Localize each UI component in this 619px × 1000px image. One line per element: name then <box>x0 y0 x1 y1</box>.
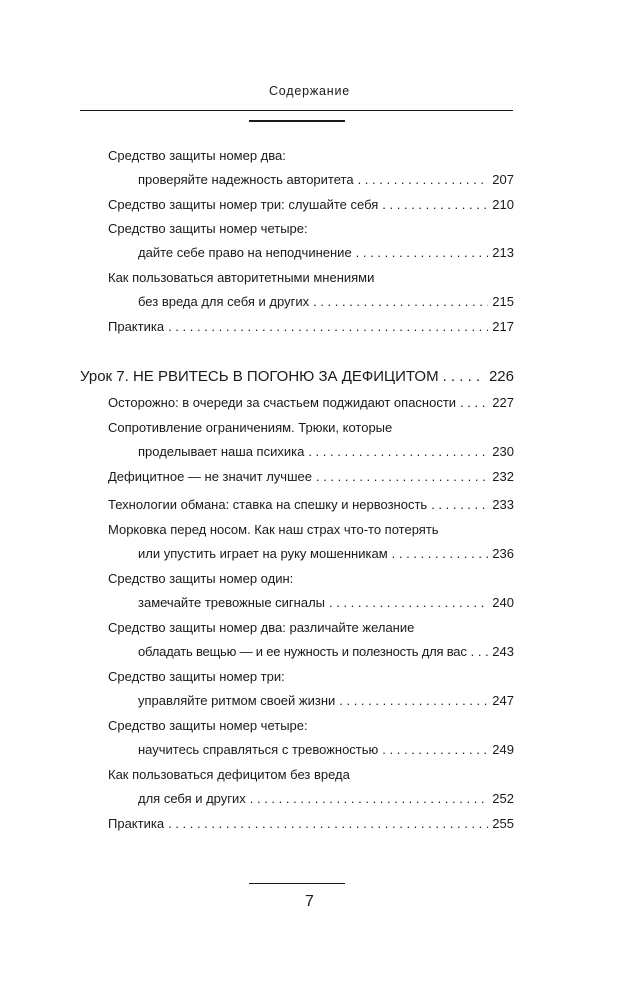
toc-entry-title: проверяйте надежность авторитета <box>138 172 354 187</box>
toc-page-number: 226 <box>488 368 514 385</box>
leader-dots <box>250 790 489 808</box>
leader-dots <box>460 394 488 412</box>
toc-page-number: 232 <box>492 469 514 484</box>
leader-dots <box>431 496 488 514</box>
toc-entry-line[interactable] <box>108 717 312 735</box>
toc-entry-title: Как пользоваться авторитетными мнениями <box>108 270 375 285</box>
leader-dots <box>316 468 488 486</box>
leader-dots <box>392 545 489 563</box>
toc-entry-line[interactable] <box>108 619 418 637</box>
leader-dots <box>382 741 488 759</box>
toc-entry-line[interactable] <box>138 244 514 262</box>
leader-dots <box>339 692 488 710</box>
toc-entry-title: для себя и других <box>138 791 246 806</box>
toc-entry-title: Средство защиты номер три: <box>108 669 285 684</box>
toc-entry-line[interactable] <box>138 692 514 710</box>
toc-page-number: 210 <box>492 197 514 212</box>
toc-entry-title: Практика <box>108 319 165 334</box>
toc-page-number: 217 <box>492 319 514 334</box>
toc-entry-title: Средство защиты номер четыре: <box>108 221 308 236</box>
toc-page-number: 249 <box>492 742 514 757</box>
toc-entry-title: замечайте тревожные сигналы <box>138 595 326 610</box>
toc-entry-line[interactable] <box>108 419 396 437</box>
toc-entry-line[interactable] <box>108 766 354 784</box>
toc-entry-title: Средство защиты номер один: <box>108 571 294 586</box>
toc-entry-line[interactable] <box>108 394 514 412</box>
leader-dots <box>356 244 489 262</box>
toc-entry-title: научитесь справляться с тревожностью <box>138 742 379 757</box>
toc-entry-line[interactable] <box>108 220 312 238</box>
toc-entry-line[interactable] <box>108 496 514 514</box>
page-number: 7 <box>305 893 314 910</box>
toc-page-number: 213 <box>492 245 514 260</box>
toc-entry-title: обладать вещью — и ее нужность и полезность для вас <box>138 644 467 659</box>
leader-dots <box>358 171 489 189</box>
toc-page-number: 252 <box>492 791 514 806</box>
toc-page-number: 240 <box>492 595 514 610</box>
toc-entry-line[interactable] <box>138 443 514 461</box>
toc-entry-line[interactable] <box>108 521 443 539</box>
leader-dots <box>168 815 488 833</box>
leader-dots <box>308 443 488 461</box>
leader-dots <box>168 318 488 336</box>
toc-entry-title: Средство защиты номер три: слушайте себя <box>108 197 379 212</box>
toc-entry-line[interactable] <box>108 318 514 336</box>
toc-entry-title: Средство защиты номер два: <box>108 148 286 163</box>
toc-entry-line[interactable] <box>108 196 514 214</box>
toc-entry-title: Средство защиты номер два: различайте желание <box>108 620 415 635</box>
toc-entry-line[interactable] <box>108 570 297 588</box>
toc-entry-title: дайте себе право на неподчинение <box>138 245 352 260</box>
toc-entry-line[interactable] <box>108 815 514 833</box>
toc-entry-line[interactable] <box>138 171 514 189</box>
toc-page-number: 230 <box>492 444 514 459</box>
toc-entry-title: Как пользоваться дефицитом без вреда <box>108 767 350 782</box>
toc-entry-title: проделывает наша психика <box>138 444 305 459</box>
toc-page-number: 207 <box>492 172 514 187</box>
toc-entry-line[interactable] <box>108 668 289 686</box>
toc-entry-line[interactable] <box>138 545 514 563</box>
toc-page-number: 215 <box>492 294 514 309</box>
toc-entry-title: Практика <box>108 816 165 831</box>
leader-dots <box>443 367 485 387</box>
toc-entry-title: Средство защиты номер четыре: <box>108 718 308 733</box>
leader-dots <box>471 643 489 661</box>
toc-entry-line[interactable] <box>108 468 514 486</box>
toc-entry-line[interactable] <box>138 741 514 759</box>
toc-entry-line[interactable] <box>108 147 290 165</box>
toc-entry-line[interactable] <box>138 790 514 808</box>
toc-entry-title: Дефицитное — не значит лучшее <box>108 469 312 484</box>
toc-entry-title: или упустить играет на руку мошенникам <box>138 546 388 561</box>
toc-page-number: 233 <box>492 497 514 512</box>
leader-dots <box>382 196 488 214</box>
toc-entry-title: управляйте ритмом своей жизни <box>138 693 336 708</box>
toc-entry-title: без вреда для себя и других <box>138 294 310 309</box>
running-head: Содержание <box>268 84 351 98</box>
toc-entry-title: Осторожно: в очереди за счастьем поджидают опасности <box>108 395 457 410</box>
toc-entry-title: Морковка перед носом. Как наш страх что-то потерять <box>108 522 439 537</box>
toc-page-number: 255 <box>492 816 514 831</box>
toc-page-number: 247 <box>492 693 514 708</box>
toc-page-number: 227 <box>492 395 514 410</box>
toc-entry-line[interactable] <box>138 594 514 612</box>
toc-entry-line[interactable] <box>138 643 514 661</box>
toc-entry-title: Сопротивление ограничениям. Трюки, которые <box>108 420 393 435</box>
toc-page-number: 243 <box>492 644 514 659</box>
toc-entry-line[interactable] <box>138 293 514 311</box>
toc-chapter-title: Урок 7. НЕ РВИТЕСЬ В ПОГОНЮ ЗА ДЕФИЦИТОМ <box>80 368 439 385</box>
footer-rule <box>249 883 345 884</box>
toc-entry-line[interactable] <box>108 269 378 287</box>
toc-chapter-line[interactable] <box>80 367 514 387</box>
toc-entry-title: Технологии обмана: ставка на спешку и нервозность <box>108 497 428 512</box>
leader-dots <box>329 594 488 612</box>
leader-dots <box>313 293 488 311</box>
toc-page-number: 236 <box>492 546 514 561</box>
